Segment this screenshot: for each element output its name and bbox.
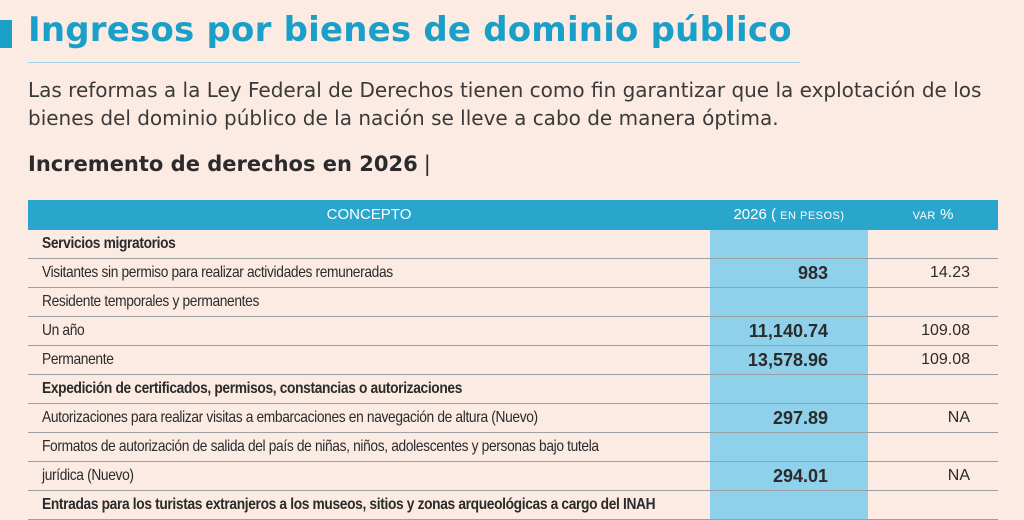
row-var [868, 433, 998, 461]
header-concept: CONCEPTO [326, 206, 412, 223]
header-value-year: 2026 ( [733, 206, 776, 223]
row-concept: Entradas para los turistas extranjeros a los museos, sitios y zonas arqueológicas a cargo del INAH [42, 496, 656, 513]
row-concept: jurídica (Nuevo) [42, 467, 134, 484]
row-concept: Servicios migratorios [42, 235, 176, 252]
row-concept: Expedición de certificados, permisos, constancias o autorizaciones [42, 380, 463, 397]
header-value [710, 200, 868, 230]
row-value [710, 375, 868, 403]
title-divider [28, 62, 800, 63]
row-var: NA [947, 409, 970, 426]
row-concept: Formatos de autorización de salida del país de niñas, niños, adolescentes y personas bajo tutela [42, 438, 599, 455]
row-var [868, 288, 998, 316]
header-value-unit: EN PESOS) [780, 210, 845, 222]
row-value: 13,578.96 [710, 346, 868, 374]
row-var: 109.08 [921, 351, 970, 368]
row-concept: Autorizaciones para realizar visitas a embarcaciones en navegación de altura (Nuevo) [42, 409, 538, 426]
row-var [868, 375, 998, 403]
row-value [710, 288, 868, 316]
table-row [28, 375, 998, 404]
row-var [868, 230, 998, 258]
row-value: 983 [710, 259, 868, 287]
page-title: Ingresos por bienes de dominio público [28, 10, 792, 50]
table-row [28, 288, 998, 317]
row-value: 294.01 [710, 462, 868, 490]
header-var-label: VAR [912, 210, 936, 222]
title-accent-bar [0, 20, 12, 48]
row-value: 297.89 [710, 404, 868, 432]
intro-paragraph: Las reformas a la Ley Federal de Derechos tienen como fin garantizar que la explotación de los bienes del dominio público de la nación se lleve a cabo de manera óptima. [28, 78, 982, 130]
table-row [28, 317, 998, 346]
rights-table [28, 200, 998, 520]
row-value: 11,140.74 [710, 317, 868, 345]
table-row [28, 346, 998, 375]
row-value [710, 230, 868, 258]
table-row [28, 462, 998, 491]
table-subtitle [28, 152, 431, 176]
row-value [710, 433, 868, 461]
row-value [710, 491, 868, 519]
table-row [28, 230, 998, 259]
table-row [28, 259, 998, 288]
table-row [28, 433, 998, 462]
row-concept: Visitantes sin permiso para realizar actividades remuneradas [42, 264, 393, 281]
row-concept: Residente temporales y permanentes [42, 293, 260, 310]
header-var-symbol: % [940, 206, 954, 223]
row-var: 14.23 [929, 264, 970, 281]
table-row [28, 491, 998, 520]
subtitle-text: Incremento de derechos en 2026 [28, 152, 418, 176]
subtitle-separator: | [423, 152, 431, 176]
row-var: 109.08 [921, 322, 970, 339]
table-header [28, 200, 998, 230]
row-concept: Permanente [42, 351, 114, 368]
row-var: NA [947, 467, 970, 484]
row-var [868, 491, 998, 519]
header-var [868, 200, 998, 230]
table-row [28, 404, 998, 433]
row-concept: Un año [42, 322, 85, 339]
